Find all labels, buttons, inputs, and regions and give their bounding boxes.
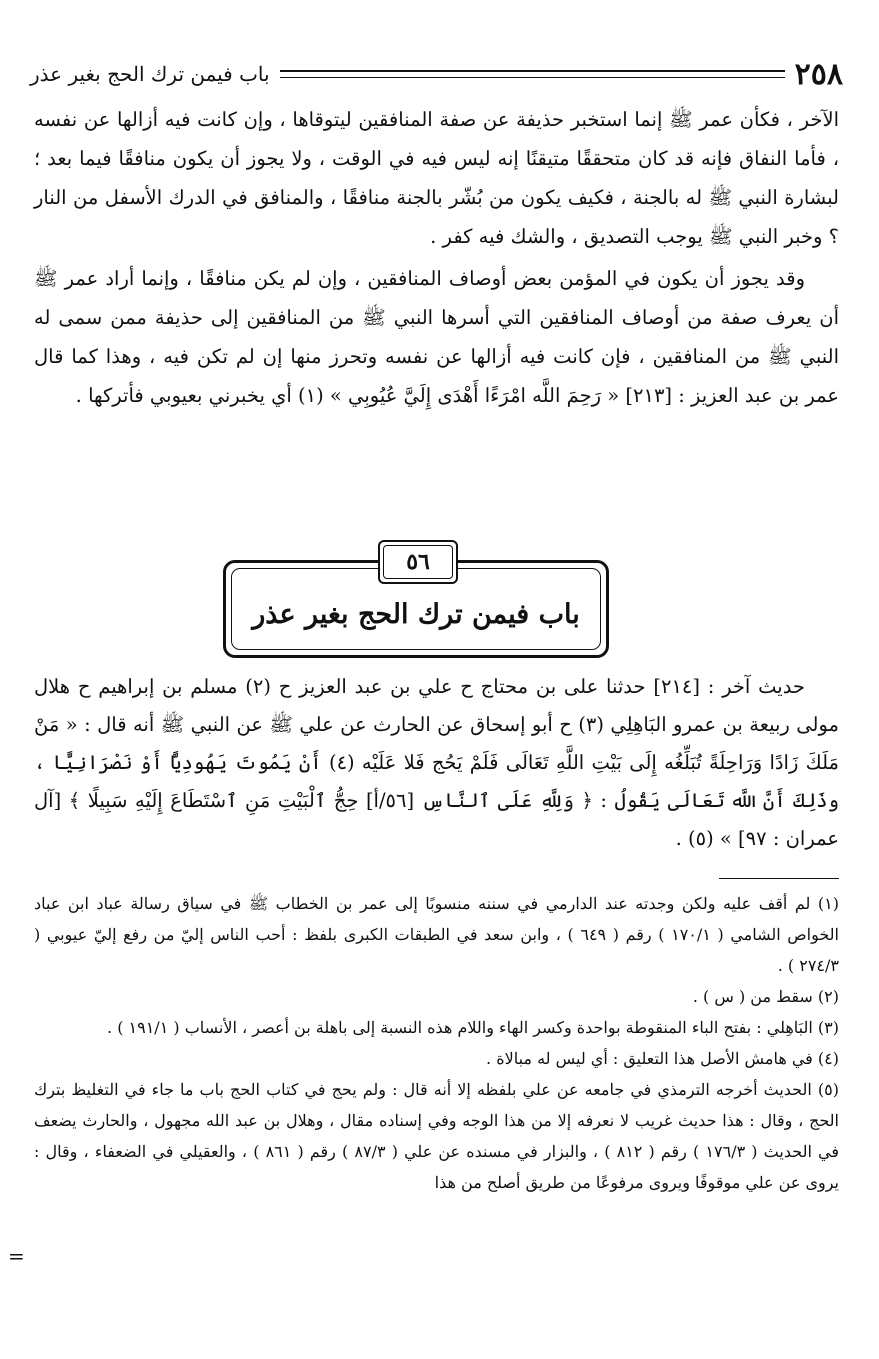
hadith-section: [34, 668, 839, 858]
continuation-mark: =: [8, 1244, 25, 1268]
page-number: ٢٥٨: [794, 56, 843, 92]
footnotes: [34, 888, 839, 1198]
paragraph: وقد يجوز أن يكون في المؤمن بعض أوصاف المنافقين ، وإن لم يكن منافقًا ، وإنما أراد عمر ﷺ أن يعرف صفة من أوصاف المنافقين التي أسرها النبي ﷺ من المنافقين إلى حذيفة ممن سمى له النبي ﷺ من المنافقين ، فإن كانت فيه أزالها عن نفسه وتحرز منها إن لم تكن فيه ، وهذا كما قال عمر بن عبد العزيز : [٢١٣] « رَحِمَ اللَّه امْرَءًا أَهْدَى إِلَيَّ عُيُوبِي » (١) أي يخبرني بعيوبي فأتركها .: [34, 267, 839, 407]
chapter-title: باب فيمن ترك الحج بغير عذر: [252, 598, 580, 630]
chapter-number-badge: [378, 540, 458, 584]
main-text: [34, 100, 839, 415]
footnote-divider: [719, 878, 839, 879]
running-title: باب فيمن ترك الحج بغير عذر: [30, 62, 270, 86]
footnote: (٥) الحديث أخرجه الترمذي في جامعه عن علي بلفظه إلا أنه قال : ولم يحج في كتاب الحج باب ما جاء في التغليظ بترك الحج ، وقال : هذا حديث غريب لا نعرفه إلا من هذا الوجه وفي إسناده مقال ، وهلال بن عبد الله مجهول ، والحارث يضعف في الحديث ( ١٧٦/٣ ) رقم ( ٨١٢ ) ، والبزار في مسنده عن علي ( ٨٧/٣ ) رقم ( ٨٦١ ) ، والعقيلي في الضعفاء ، وقال : يروى عن علي موقوفًا ويروى مرفوعًا من طريق أصلح من هذا: [34, 1080, 839, 1192]
paragraph: الآخر ، فكأن عمر ﷺ إنما استخبر حذيفة عن صفة المنافقين ليتوقاها ، وإن كانت فيه أزالها عن نفسه ، فأما النفاق فإنه قد كان متحققًا متيقنًا إنه ليس فيه في الوقت ، ولا يجوز أن يكون منافقًا فيما بعد ؛ لبشارة النبي ﷺ له بالجنة ، فكيف يكون من بُشّر بالجنة منافقًا ، والمنافق في الدرك الأسفل من النار ؟ وخبر النبي ﷺ يوجب التصديق ، والشك فيه كفر .: [34, 108, 839, 248]
chapter-heading: [223, 540, 609, 658]
header-rule: [280, 70, 785, 78]
hadith-text: حديث آخر : [٢١٤] حدثنا على بن محتاج ح علي بن عبد العزيز ح (٢) مسلم بن إبراهيم ح هلال مولى ربيعة بن عمرو البَاهِلِي (٣) ح أبو إسحاق عن الحارث عن علي ﷺ عن النبي ﷺ أنه قال : « مَنْ مَلَكَ زَادًا وَرَاحِلَةً تُبَلِّغُه إِلَى بَيْتِ اللَّهِ تَعَالَى فَلَمْ يَحُج فَلا عَلَيْه (٤) أَنْ يَمُوتَ يَهُودِيًّا أَوْ نَصْرَانِيًّا ، وذَلِكَ أَنَّ اللَّه تَعَالَى يَقُولُ : ﴿ وَلِلَّهِ عَلَى ٱلنَّاسِ [٥٦/أ] حِجُّ ٱلْبَيْتِ مَنِ ٱسْتَطَاعَ إِلَيْهِ سَبِيلًا ﴾ [آل عمران : ٩٧] » (٥) .: [34, 675, 840, 850]
chapter-number: ٥٦: [406, 549, 430, 575]
footnote: (٣) البَاهِلي : بفتح الباء المنقوطة بواحدة وكسر الهاء واللام هذه النسبة إلى باهلة بن أعصر ، الأنساب ( ١٩١/١ ) .: [107, 1018, 839, 1037]
footnote: (٤) في هامش الأصل هذا التعليق : أي ليس له مبالاة .: [486, 1049, 839, 1068]
running-header: [30, 56, 843, 92]
footnote: (٢) سقط من ( س ) .: [692, 987, 839, 1006]
footnote: (١) لم أقف عليه ولكن وجدته عند الدارمي في سننه منسوبًا إلى عمر بن الخطاب ﷺ في سياق رسالة عباد ابن عباد الخواص الشامي ( ١٧٠/١ ) رقم ( ٦٤٩ ) ، وابن سعد في الطبقات الكبرى بلفظ : أحب الناس إليّ من رفع إليّ عيوبي ( ٢٧٤/٣ ) .: [34, 894, 840, 975]
